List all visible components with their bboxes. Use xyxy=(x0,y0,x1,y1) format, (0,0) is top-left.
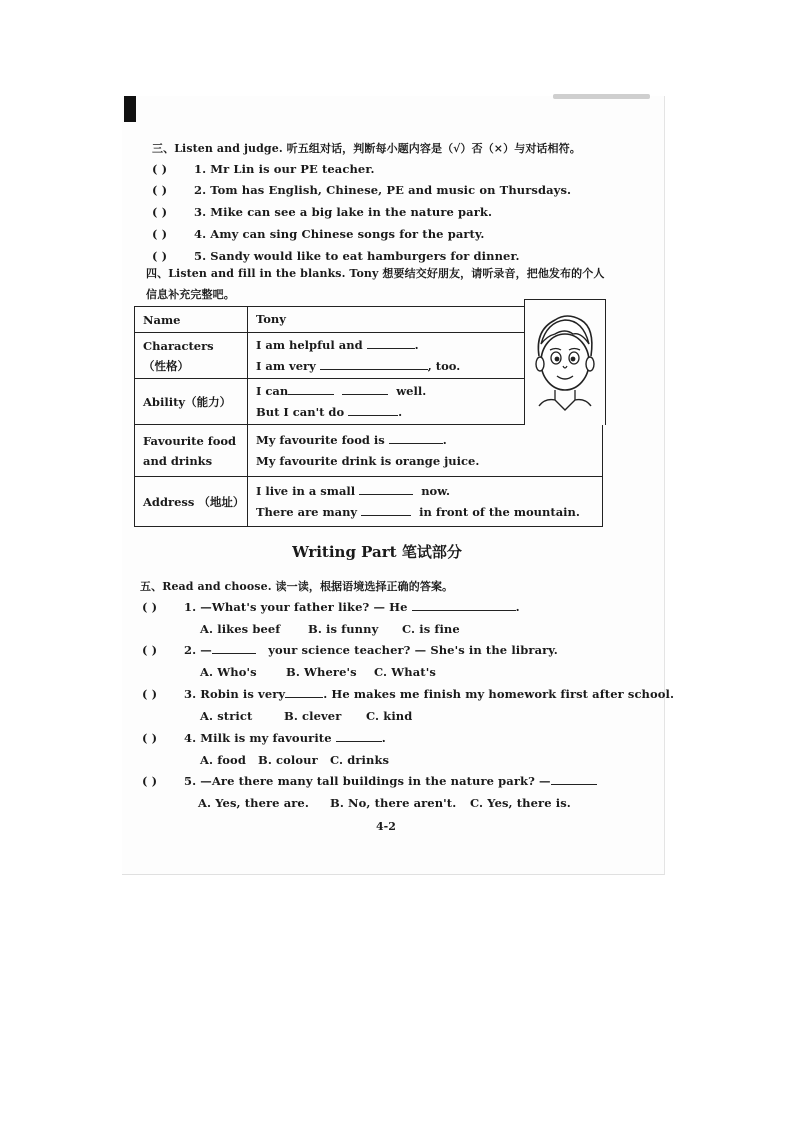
blank-field[interactable] xyxy=(320,359,428,370)
question-4: ( ) 4. Milk is my favourite . xyxy=(142,731,386,745)
section3-item-4: ( ) 4. Amy can sing Chinese songs for the party. xyxy=(152,227,485,241)
blank-field[interactable] xyxy=(342,384,388,395)
question-3: ( ) 3. Robin is very . He makes me finish my homework first after school. xyxy=(142,687,675,701)
characters-value: I am helpful and . I am very , too. xyxy=(248,333,603,379)
option-a[interactable]: A. strict xyxy=(200,709,253,723)
blank-field[interactable] xyxy=(288,384,334,395)
option-a[interactable]: A. food xyxy=(200,753,246,767)
question-3-options xyxy=(200,709,412,723)
section4-title-line1: 四、Listen and fill in the blanks. Tony 想要结交好朋友，请听录音，把他发布的个人 xyxy=(146,267,605,280)
name-value: Tony xyxy=(248,307,603,333)
answer-paren[interactable]: ( ) xyxy=(152,227,168,241)
answer-paren[interactable]: ( ) xyxy=(142,731,158,745)
question-1: ( ) 1. —What's your father like? — He . xyxy=(142,600,520,614)
answer-paren[interactable]: ( ) xyxy=(142,774,158,788)
name-label: Name xyxy=(135,307,248,333)
option-b[interactable]: B. is funny xyxy=(308,622,379,636)
scan-corner-mark xyxy=(124,96,136,122)
answer-paren[interactable]: ( ) xyxy=(152,205,168,219)
blank-field[interactable] xyxy=(359,484,413,495)
section3-item-1: ( ) 1. Mr Lin is our PE teacher. xyxy=(152,162,375,176)
option-b[interactable]: B. Where's xyxy=(286,665,357,679)
option-a[interactable]: A. Yes, there are. xyxy=(198,796,309,810)
question-2: ( ) 2. — your science teacher? — She's in the library. xyxy=(142,643,558,657)
characters-label: Characters （性格） xyxy=(135,333,248,379)
answer-paren[interactable]: ( ) xyxy=(152,249,168,263)
page-number: 4-2 xyxy=(376,820,396,833)
blank-field[interactable] xyxy=(367,338,415,349)
question-4-options xyxy=(200,753,389,767)
option-b[interactable]: B. No, there aren't. xyxy=(330,796,457,810)
boy-cartoon-icon xyxy=(524,299,606,425)
blank-field[interactable] xyxy=(389,433,443,444)
question-5: ( ) 5. —Are there many tall buildings in the nature park? — xyxy=(142,774,597,788)
section3-item-3: ( ) 3. Mike can see a big lake in the nature park. xyxy=(152,205,493,219)
option-b[interactable]: B. clever xyxy=(284,709,342,723)
section3-item-5: ( ) 5. Sandy would like to eat hamburgers for dinner. xyxy=(152,249,520,263)
blank-field[interactable] xyxy=(336,731,382,742)
answer-paren[interactable]: ( ) xyxy=(142,643,158,657)
ability-label: Ability（能力） xyxy=(135,379,248,425)
section5-title: 五、Read and choose. 读一读，根据语境选择正确的答案。 xyxy=(140,580,454,593)
favourite-label: Favourite food and drinks xyxy=(135,425,248,477)
option-a[interactable]: A. likes beef xyxy=(200,622,281,636)
option-c[interactable]: C. is fine xyxy=(402,622,460,636)
option-c[interactable]: C. Yes, there is. xyxy=(470,796,571,810)
option-c[interactable]: C. What's xyxy=(374,665,436,679)
blank-field[interactable] xyxy=(212,643,256,654)
blank-field[interactable] xyxy=(361,505,411,516)
option-c[interactable]: C. kind xyxy=(366,709,413,723)
option-a[interactable]: A. Who's xyxy=(200,665,257,679)
question-5-options xyxy=(198,796,571,810)
question-2-options xyxy=(200,665,436,679)
option-c[interactable]: C. drinks xyxy=(330,753,390,767)
favourite-value: My favourite food is . My favourite drink is orange juice. xyxy=(248,425,603,477)
answer-paren[interactable]: ( ) xyxy=(152,183,168,197)
question-1-options xyxy=(200,622,460,636)
writing-part-heading: Writing Part 笔试部分 xyxy=(292,543,462,561)
section3-title: 三、Listen and judge. 听五组对话，判断每小题内容是（√）否（×）与对话相符。 xyxy=(152,142,581,155)
blank-field[interactable] xyxy=(285,687,323,698)
option-b[interactable]: B. colour xyxy=(258,753,318,767)
address-value: I live in a small now. There are many in front of the mountain. xyxy=(248,477,603,527)
answer-paren[interactable]: ( ) xyxy=(142,600,158,614)
blank-field[interactable] xyxy=(412,600,516,611)
answer-paren[interactable]: ( ) xyxy=(142,687,158,701)
section4-title-line2: 信息补充完整吧。 xyxy=(146,288,235,301)
tape-strip xyxy=(553,94,650,99)
blank-field[interactable] xyxy=(551,774,597,785)
section3-item-2: ( ) 2. Tom has English, Chinese, PE and music on Thursdays. xyxy=(152,183,572,197)
ability-value: I can well. But I can't do . xyxy=(248,379,603,425)
answer-paren[interactable]: ( ) xyxy=(152,162,168,176)
address-label: Address （地址） xyxy=(135,477,248,527)
blank-field[interactable] xyxy=(348,405,398,416)
